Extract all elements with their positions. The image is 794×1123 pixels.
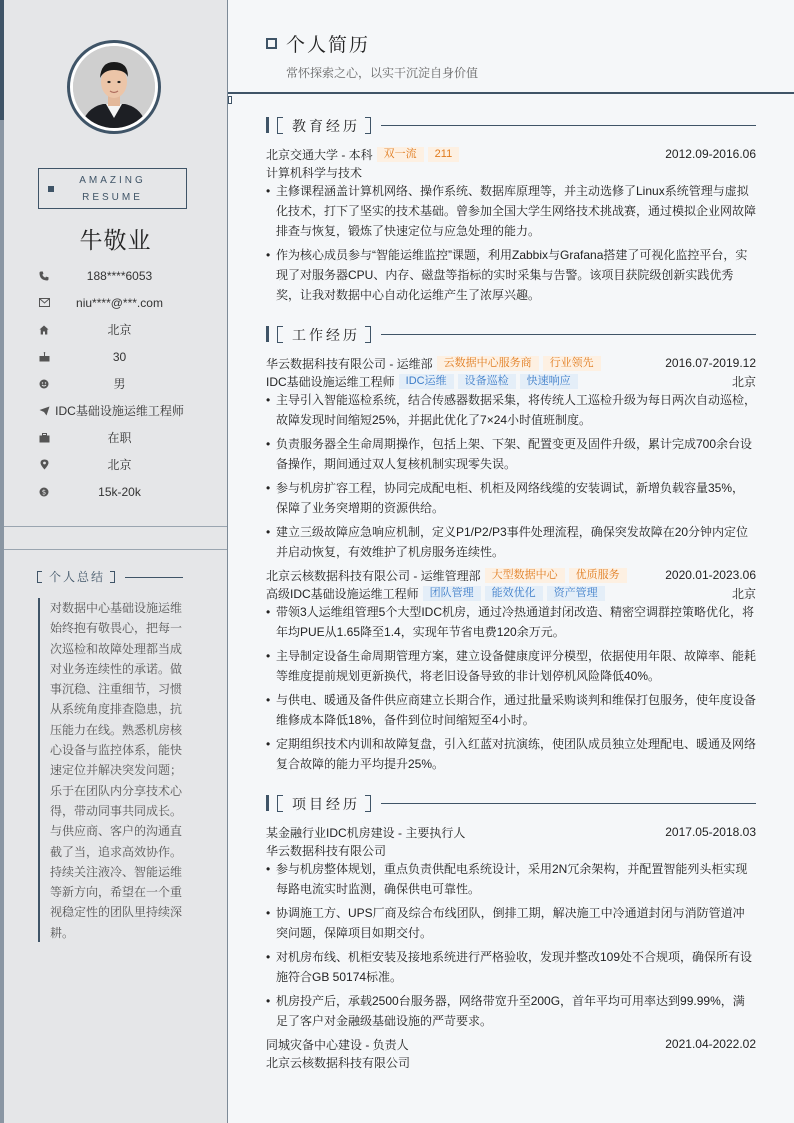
avatar-frame bbox=[67, 40, 161, 134]
list-item: • 负责服务器全生命周期操作，包括上架、下架、配置变更及固件升级，累计完成700余台设备操作，期间通过双人复核机制实现零失误。 bbox=[266, 434, 756, 474]
cake-icon bbox=[38, 351, 50, 363]
school: 北京交通大学 - 本科 bbox=[266, 147, 373, 162]
project-header bbox=[266, 1035, 756, 1053]
job-role-row bbox=[266, 584, 756, 602]
header-rule bbox=[228, 92, 794, 94]
info-list bbox=[4, 262, 227, 505]
job-location: 北京 bbox=[731, 374, 756, 389]
svg-text:$: $ bbox=[41, 488, 47, 497]
tag: 快速响应 bbox=[520, 374, 578, 389]
education-major-row bbox=[266, 163, 756, 181]
section-title: 项目经历 bbox=[292, 796, 360, 812]
info-value: 15k-20k bbox=[98, 484, 141, 499]
divider bbox=[4, 549, 227, 550]
section-work bbox=[266, 326, 756, 342]
summary-title: 个人总结 bbox=[49, 570, 106, 584]
face-icon bbox=[38, 378, 50, 390]
bracket-right-icon bbox=[110, 571, 115, 583]
info-value: IDC基础设施运维工程师 bbox=[55, 404, 184, 418]
title-square-icon bbox=[266, 38, 277, 49]
info-value: 男 bbox=[113, 377, 126, 391]
project-title: 某金融行业IDC机房建设 - 主要执行人 bbox=[266, 825, 466, 840]
list-item: • 参与机房整体规划，重点负责供配电系统设计，采用2N冗余架构，并配置智能列头柜实现每路电流实时监测，确保供电可靠性。 bbox=[266, 859, 756, 899]
page-title: 个人简历 bbox=[286, 35, 371, 56]
section-bar bbox=[266, 795, 269, 811]
badge-line-2: RESUME bbox=[82, 191, 143, 203]
sidebar bbox=[4, 0, 228, 1123]
project-org: 北京云核数据科技有限公司 bbox=[266, 1055, 411, 1070]
tag: 能效优化 bbox=[485, 586, 543, 601]
tag: 云数据中心服务商 bbox=[437, 356, 539, 371]
info-age bbox=[4, 343, 227, 370]
role: 高级IDC基础设施运维工程师 bbox=[266, 586, 419, 601]
candidate-name: 牛敬业 bbox=[79, 227, 152, 253]
badge-line-1: AMAZING bbox=[79, 174, 146, 186]
phone-icon bbox=[38, 270, 50, 282]
summary-text: 对数据中心基础设施运维始终抱有敬畏心，把每一次巡检和故障处理都当成对业务连续性的承诺。做事沉稳、注重细节，习惯从系统角度排查隐患，抗压能力在线。熟悉机房核心设备与监控体系，能快速定位并解决突发问题；乐于在团队内分享技术心得，带动同事共同成长。与供应商、客户的沟通直截了当，追求高效协作。持续关注液冷、智能运维等新方向，希望在一个重视稳定性的团队里持续深耕。 bbox=[38, 598, 186, 942]
job-role-row bbox=[266, 372, 756, 390]
date-range: 2012.09-2016.06 bbox=[665, 147, 756, 161]
list-item: • 协调施工方、UPS厂商及综合布线团队，倒排工期，解决施工中冷通道封闭与消防管道冲突问题，保障项目如期交付。 bbox=[266, 903, 756, 943]
section-title: 教育经历 bbox=[292, 118, 360, 134]
tag: 211 bbox=[428, 147, 460, 162]
briefcase-icon bbox=[38, 432, 50, 444]
project-org-row bbox=[266, 841, 756, 859]
section-rule bbox=[381, 334, 756, 335]
mail-icon bbox=[38, 297, 50, 309]
list-item: • 与供电、暖通及备件供应商建立长期合作，通过批量采购谈判和维保打包服务，使年度设备维修成本降低18%，备件到位时间缩短至4小时。 bbox=[266, 690, 756, 730]
job-bullets bbox=[266, 390, 756, 566]
summary-heading bbox=[37, 568, 115, 585]
education-header bbox=[266, 145, 756, 163]
info-phone bbox=[4, 262, 227, 289]
list-item: • 建立三级故障应急响应机制，定义P1/P2/P3事件处理流程，确保突发故障在20分钟内定位并启动恢复，有效维护了机房服务连续性。 bbox=[266, 522, 756, 562]
main-content bbox=[228, 0, 794, 1123]
section-rule bbox=[381, 803, 756, 804]
tag: 双一流 bbox=[377, 147, 424, 162]
home-icon bbox=[38, 324, 50, 336]
page-subtitle: 常怀探索之心，以实干沉淀自身价值 bbox=[286, 66, 479, 80]
info-salary bbox=[4, 478, 227, 505]
role: IDC基础设施运维工程师 bbox=[266, 374, 395, 389]
list-item: • 参与机房扩容工程，协同完成配电柜、机柜及网络线缆的安装调试，新增负载容量35%，保障了业务突增期的资源供给。 bbox=[266, 478, 756, 518]
info-value: 北京 bbox=[107, 323, 132, 337]
tag: 资产管理 bbox=[547, 586, 605, 601]
list-item: • 对机房布线、机柜安装及接地系统进行严格验收，发现并整改109处不合规项，确保所有设施符合GB 50174标准。 bbox=[266, 947, 756, 987]
bracket-right-icon bbox=[365, 117, 371, 134]
job-location: 北京 bbox=[731, 586, 756, 601]
money-icon bbox=[38, 486, 50, 498]
education-bullets bbox=[266, 181, 756, 309]
info-status bbox=[4, 424, 227, 451]
list-item: • 带领3人运维组管理5个大型IDC机房，通过冷热通道封闭改造、精密空调群控策略优化，将年均PUE从1.65降至1.4，实现年节省电费120余万元。 bbox=[266, 602, 756, 642]
bracket-right-icon bbox=[365, 326, 371, 343]
date-range: 2020.01-2023.06 bbox=[665, 568, 756, 582]
list-item: • 机房投产后，承载2500台服务器，网络带宽升至200G，首年平均可用率达到99.99%，满足了客户对金融级基础设施的严苛要求。 bbox=[266, 991, 756, 1031]
info-city bbox=[4, 316, 227, 343]
section-bar bbox=[266, 117, 269, 133]
date-range: 2016.07-2019.12 bbox=[665, 356, 756, 370]
avatar bbox=[73, 46, 155, 128]
summary-rule bbox=[125, 577, 183, 578]
project-org: 华云数据科技有限公司 bbox=[266, 843, 387, 858]
project-header bbox=[266, 823, 756, 841]
info-value: 北京 bbox=[107, 458, 132, 472]
bracket-right-icon bbox=[365, 795, 371, 812]
section-project bbox=[266, 795, 756, 811]
section-rule bbox=[381, 125, 756, 126]
bracket-left-icon bbox=[37, 571, 42, 583]
info-value: niu****@***.com bbox=[76, 295, 163, 310]
date-range: 2021.04-2022.02 bbox=[665, 1037, 756, 1051]
list-item: • 定期组织技术内训和故障复盘，引入红蓝对抗演练，使团队成员独立处理配电、暖通及网络复合故障的能力平均提升25%。 bbox=[266, 734, 756, 774]
info-email bbox=[4, 289, 227, 316]
project-title: 同城灾备中心建设 - 负责人 bbox=[266, 1037, 409, 1052]
project-org-row bbox=[266, 1053, 756, 1071]
tag: 大型数据中心 bbox=[485, 568, 565, 583]
list-item: • 主导制定设备生命周期管理方案，建立设备健康度评分模型，依据使用年限、故障率、能耗等维度提前规划更新换代，将老旧设备导致的非计划停机风险降低40%。 bbox=[266, 646, 756, 686]
company: 华云数据科技有限公司 - 运维部 bbox=[266, 356, 433, 371]
bracket-left-icon bbox=[277, 117, 283, 134]
major: 计算机科学与技术 bbox=[266, 165, 363, 180]
tag: 团队管理 bbox=[423, 586, 481, 601]
date-range: 2017.05-2018.03 bbox=[665, 825, 756, 839]
info-gender bbox=[4, 370, 227, 397]
tag: 行业领先 bbox=[543, 356, 601, 371]
tag: 设备巡检 bbox=[458, 374, 516, 389]
amazing-resume-badge bbox=[38, 168, 187, 209]
badge-square-icon bbox=[48, 186, 54, 192]
divider bbox=[4, 526, 227, 527]
list-item: • 主导引入智能巡检系统，结合传感器数据采集，将传统人工巡检升级为每日两次自动巡检，故障发现时间缩短25%，并据此优化了7×24小时值班制度。 bbox=[266, 390, 756, 430]
bracket-left-icon bbox=[277, 795, 283, 812]
tag: 优质服务 bbox=[569, 568, 627, 583]
tag: IDC运维 bbox=[399, 374, 454, 389]
job-header bbox=[266, 354, 756, 372]
job-bullets bbox=[266, 602, 756, 778]
bracket-left-icon bbox=[277, 326, 283, 343]
info-position bbox=[4, 397, 227, 424]
section-title: 工作经历 bbox=[292, 327, 360, 343]
job-header bbox=[266, 566, 756, 584]
company: 北京云核数据科技有限公司 - 运维管理部 bbox=[266, 568, 481, 583]
section-education bbox=[266, 117, 756, 133]
info-value: 188****6053 bbox=[86, 268, 153, 283]
list-item: • 作为核心成员参与“智能运维监控”课题，利用Zabbix与Grafana搭建了可视化监控平台，实现了对服务器CPU、内存、磁盘等指标的实时采集与告警。该项目获院级创新实践优秀奖，让我对数据中心自动化运维产生了浓厚兴趣。 bbox=[266, 245, 756, 305]
info-value: 30 bbox=[112, 349, 127, 364]
list-item: • 主修课程涵盖计算机网络、操作系统、数据库原理等，并主动选修了Linux系统管理与虚拟化技术，打下了坚实的技术基础。曾参加全国大学生网络技术挑战赛，通过模拟企业网故障排查与恢复，锻炼了快速定位与应急处理的能力。 bbox=[266, 181, 756, 241]
info-location bbox=[4, 451, 227, 478]
location-icon bbox=[38, 459, 50, 471]
section-bar bbox=[266, 326, 269, 342]
header-tick bbox=[228, 96, 232, 104]
info-value: 在职 bbox=[107, 431, 132, 445]
send-icon bbox=[38, 405, 50, 417]
project-bullets bbox=[266, 859, 756, 1035]
